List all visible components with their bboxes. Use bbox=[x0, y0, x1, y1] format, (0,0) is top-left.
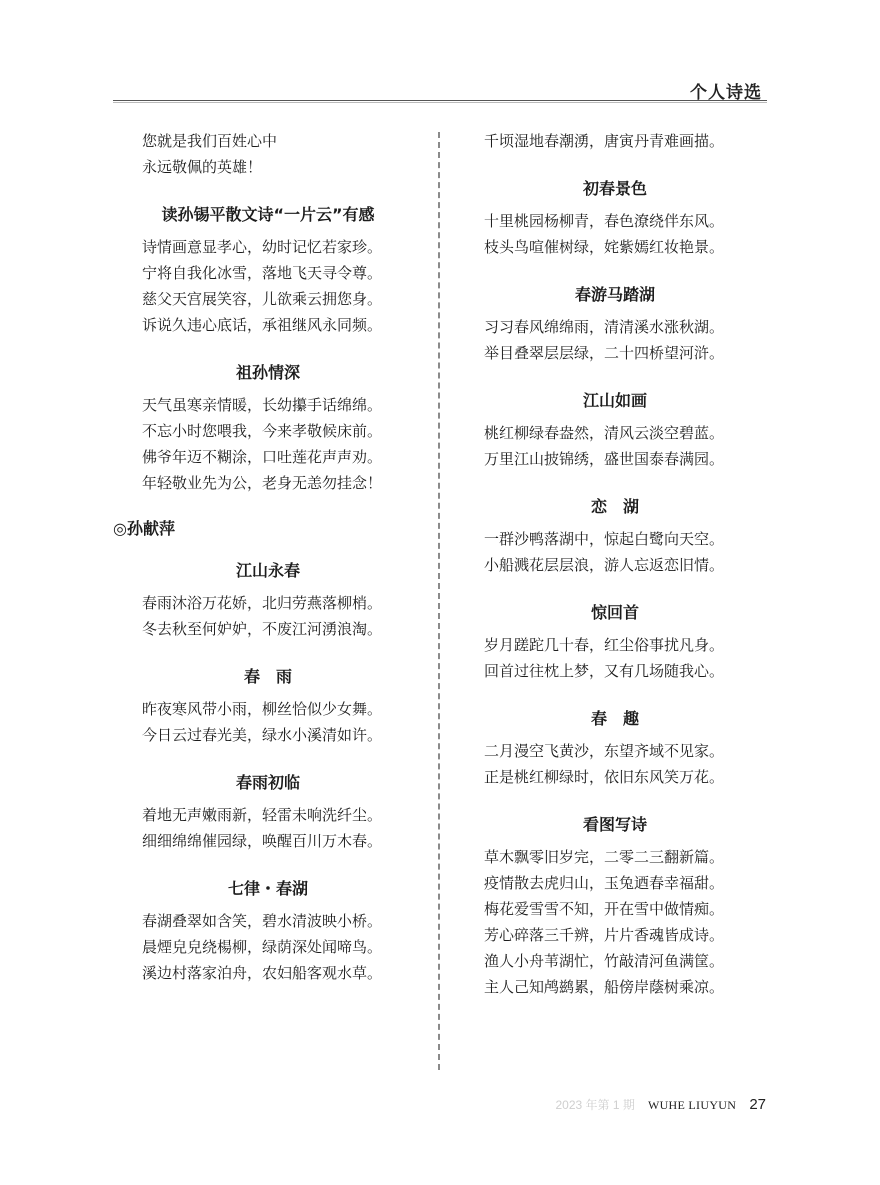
poem bbox=[113, 764, 423, 854]
page-number: 27 bbox=[749, 1096, 766, 1113]
poem-title: 惊回首 bbox=[590, 603, 639, 622]
poem-line: 溪边村落家泊舟，农妇船客观水草。 bbox=[142, 964, 383, 982]
poem-line: 小船溅花层层浪，游人忘返恋旧情。 bbox=[484, 556, 725, 574]
poem-line: 昨夜寒风带小雨，柳丝恰似少女舞。 bbox=[142, 700, 383, 718]
poem-line: 冬去秋至何妒妒，不废江河湧浪淘。 bbox=[142, 620, 383, 638]
issue-label: 2023 年第 1 期 bbox=[555, 1098, 635, 1112]
poem bbox=[113, 870, 423, 986]
poem-line: 诉说久违心底话，承祖继风永同频。 bbox=[142, 316, 383, 334]
poem-line: 细细绵绵催园绿，唤醒百川万木春。 bbox=[142, 832, 383, 850]
continuation-stanza bbox=[113, 128, 423, 180]
poem-line: 芳心碎落三千辨，片片香魂皆成诗。 bbox=[484, 926, 725, 944]
poem-line: 梅花爱雪雪不知，开在雪中做情痴。 bbox=[484, 900, 725, 918]
poem bbox=[460, 382, 770, 472]
poem-title: 春 趣 bbox=[590, 709, 639, 728]
poem-line: 佛爷年迈不糊涂，口吐莲花声声劝。 bbox=[142, 448, 383, 466]
poem-title: 江山如画 bbox=[582, 391, 647, 410]
poem-line: 举目叠翠层层绿，二十四桥望河浒。 bbox=[484, 344, 725, 362]
poem-line: 慈父天宫展笑容，儿欲乘云拥您身。 bbox=[142, 290, 383, 308]
continuation-stanza bbox=[460, 128, 770, 154]
poem-line: 疫情散去虎归山，玉兔迺春幸福甜。 bbox=[484, 874, 725, 892]
poem-line: 春雨沐浴万花娇，北归劳燕落柳梢。 bbox=[142, 594, 383, 612]
poem-title: 春雨初临 bbox=[235, 773, 300, 792]
poem-line: 不忘小时您喂我，今来孝敬候床前。 bbox=[142, 422, 383, 440]
poem-line: 诗情画意显孝心，幼时记忆若家珍。 bbox=[142, 238, 383, 256]
poem bbox=[460, 170, 770, 260]
poem-line: 晨煙皃皃绕楊柳，绿荫深处闻啼鸟。 bbox=[142, 938, 383, 956]
poem-line: 着地无声嫩雨新，轻雷未响洗纤尘。 bbox=[142, 806, 383, 824]
poem-title: 恋 湖 bbox=[590, 497, 639, 516]
poem-line: 天气虽寒亲情暖，长幼攥手话绵绵。 bbox=[142, 396, 383, 414]
magazine-name: WUHE LIUYUN bbox=[647, 1098, 737, 1112]
poem-line: 春湖叠翠如含笑，碧水清波映小桥。 bbox=[142, 912, 383, 930]
poem bbox=[113, 196, 423, 338]
poem-title: 七律・春湖 bbox=[227, 879, 308, 898]
poem-title: 初春景色 bbox=[582, 179, 647, 198]
poem-line: 一群沙鸭落湖中，惊起白鹭向天空。 bbox=[484, 530, 725, 548]
poem-line: 万里江山披锦绣，盛世国泰春满园。 bbox=[484, 450, 725, 468]
poem-title: 江山永春 bbox=[235, 561, 300, 580]
poem-title: 春游马踏湖 bbox=[574, 285, 655, 304]
poem-line: 枝头鸟喧催树绿，姹紫嫣红妆艳景。 bbox=[484, 238, 725, 256]
poem-line: 草木飘零旧岁完，二零二三翻新篇。 bbox=[484, 848, 725, 866]
page-footer bbox=[555, 1094, 766, 1113]
poem-title: 祖孙情深 bbox=[235, 363, 300, 382]
poem-title: 读孙锡平散文诗“一片云”有感 bbox=[161, 205, 375, 224]
poem-line: 主人己知鸬鹚累，船傍岸蔭树乘凉。 bbox=[484, 978, 725, 996]
poem-title: 看图写诗 bbox=[582, 815, 647, 834]
poem-line: 渔人小舟苇湖忙，竹敲清河鱼满筐。 bbox=[484, 952, 725, 970]
poem bbox=[113, 354, 423, 496]
section-title: 个人诗选 bbox=[690, 83, 762, 103]
poem bbox=[460, 276, 770, 366]
poem-line: 桃红柳绿春盎然，清风云淡空碧蓝。 bbox=[484, 424, 725, 442]
poem-line: 习习春风绵绵雨，清清溪水涨秋湖。 bbox=[484, 318, 725, 336]
poem bbox=[113, 658, 423, 748]
poem bbox=[460, 594, 770, 684]
column-divider bbox=[438, 132, 440, 1070]
left-column bbox=[113, 128, 423, 986]
poem-line: 宁将自我化冰雪，落地飞天寻令尊。 bbox=[142, 264, 383, 282]
poem-line: 岁月蹉跎几十春，红尘俗事扰凡身。 bbox=[484, 636, 725, 654]
poem bbox=[460, 488, 770, 578]
poem-line: 您就是我们百姓心中 bbox=[142, 132, 278, 150]
poem-line: 十里桃园杨柳青，春色潦绕伴东风。 bbox=[484, 212, 725, 230]
poem-title: 春 雨 bbox=[243, 667, 292, 686]
poem bbox=[460, 806, 770, 1000]
header-rule bbox=[113, 100, 767, 103]
poem-line: 二月漫空飞黄沙，东望齐域不见家。 bbox=[484, 742, 725, 760]
poem-line: 千顷湿地春潮湧，唐寅丹青难画描。 bbox=[484, 132, 725, 150]
poem-line: 回首过往枕上梦，又有几场随我心。 bbox=[484, 662, 725, 680]
poem bbox=[460, 700, 770, 790]
poem bbox=[113, 552, 423, 642]
poem-line: 今日云过春光美，绿水小溪清如许。 bbox=[142, 726, 383, 744]
poem-line: 年轻敬业先为公，老身无恙勿挂念！ bbox=[142, 474, 383, 492]
author-name: ◎孙献萍 bbox=[113, 519, 175, 538]
right-column bbox=[460, 128, 770, 1000]
poem-line: 永远敬佩的英雄！ bbox=[142, 158, 263, 176]
poem-line: 正是桃红柳绿时，依旧东风笑万花。 bbox=[484, 768, 725, 786]
